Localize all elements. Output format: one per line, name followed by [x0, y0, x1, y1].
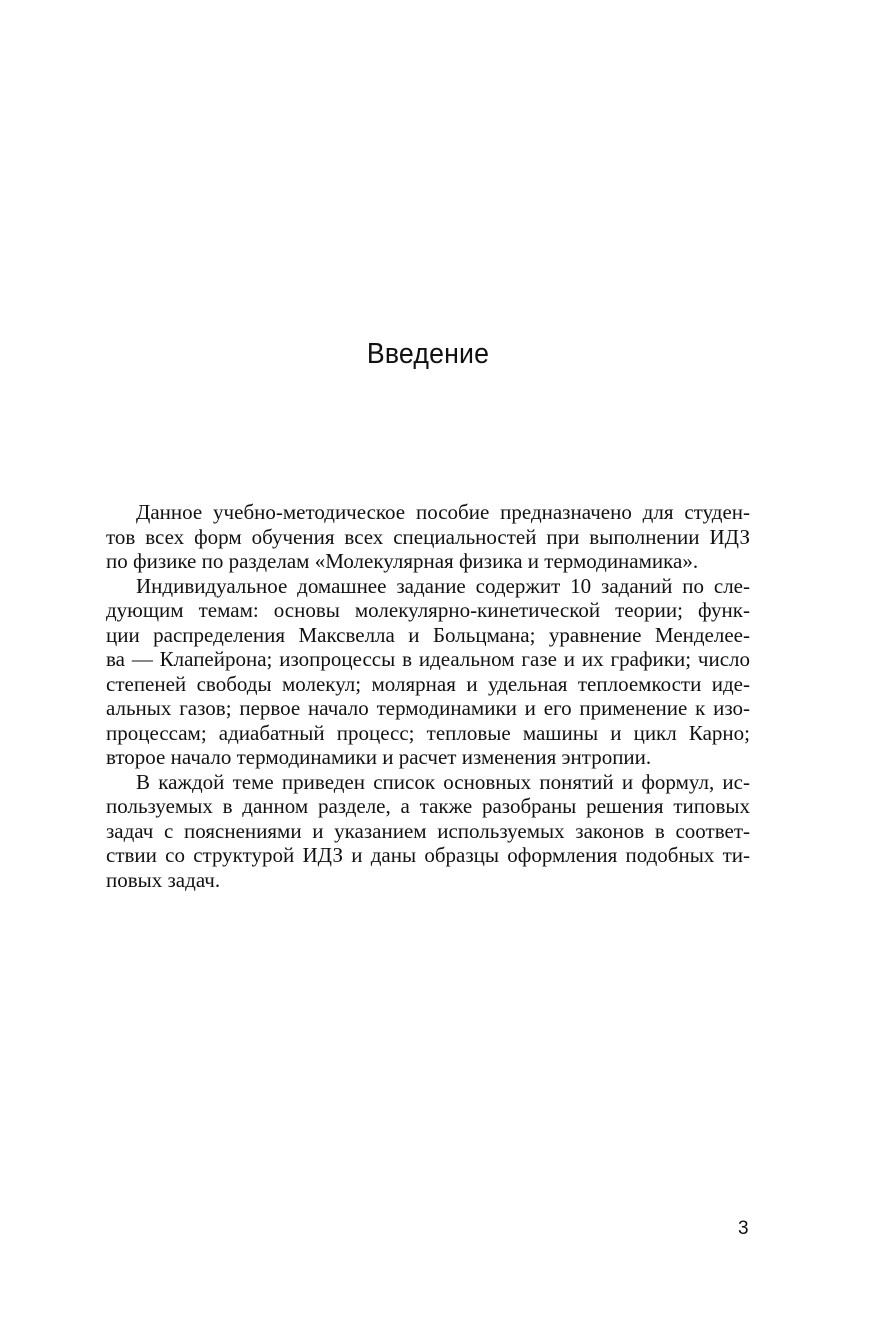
text-line: Индивидуальное домашнее задание содержит 10 заданий по сле- [136, 573, 750, 598]
text-line: задач с пояснениями и указанием используемых законов в соответ- [106, 818, 750, 843]
page-title: Введение [366, 338, 490, 370]
text-line: тов всех форм обучения всех специальностей при выполнении ИДЗ [106, 524, 750, 549]
text-line: дующим темам: основы молекулярно-кинетической теории; функ- [106, 598, 750, 622]
text-line: по физике по разделам «Молекулярная физика и термодинамика». [106, 549, 699, 573]
paragraph-2 [106, 574, 750, 770]
text-line: пользуемых в данном разделе, а также разобраны решения типовых [106, 794, 750, 818]
text-line: второе начало термодинамики и расчет изменения энтропии. [106, 745, 652, 769]
text-line: альных газов; первое начало термодинамики и его применение к изо- [106, 696, 750, 720]
text-line: процессам; адиабатный процесс; тепловые машины и цикл Карно; [106, 720, 750, 745]
text-line: В каждой теме приведен список основных понятий и формул, ис- [136, 769, 750, 794]
paragraph-3 [106, 770, 750, 893]
text-line: повых задач. [106, 867, 221, 892]
text-line: ции распределения Максвелла и Больцмана; уравнение Менделее- [106, 622, 750, 647]
text-line: ствии со структурой ИДЗ и даны образцы оформления подобных ти- [106, 843, 750, 867]
text-line: ва — Клапейрона; изопроцессы в идеальном газе и их графики; число [106, 647, 750, 671]
body-text [106, 500, 750, 892]
text-line: Данное учебно-методическое пособие предназначено для студен- [136, 500, 750, 524]
text-line: степеней свободы молекул; молярная и удельная теплоемкости иде- [106, 671, 750, 696]
paragraph-1 [106, 500, 750, 574]
page-number: 3 [738, 1218, 749, 1239]
